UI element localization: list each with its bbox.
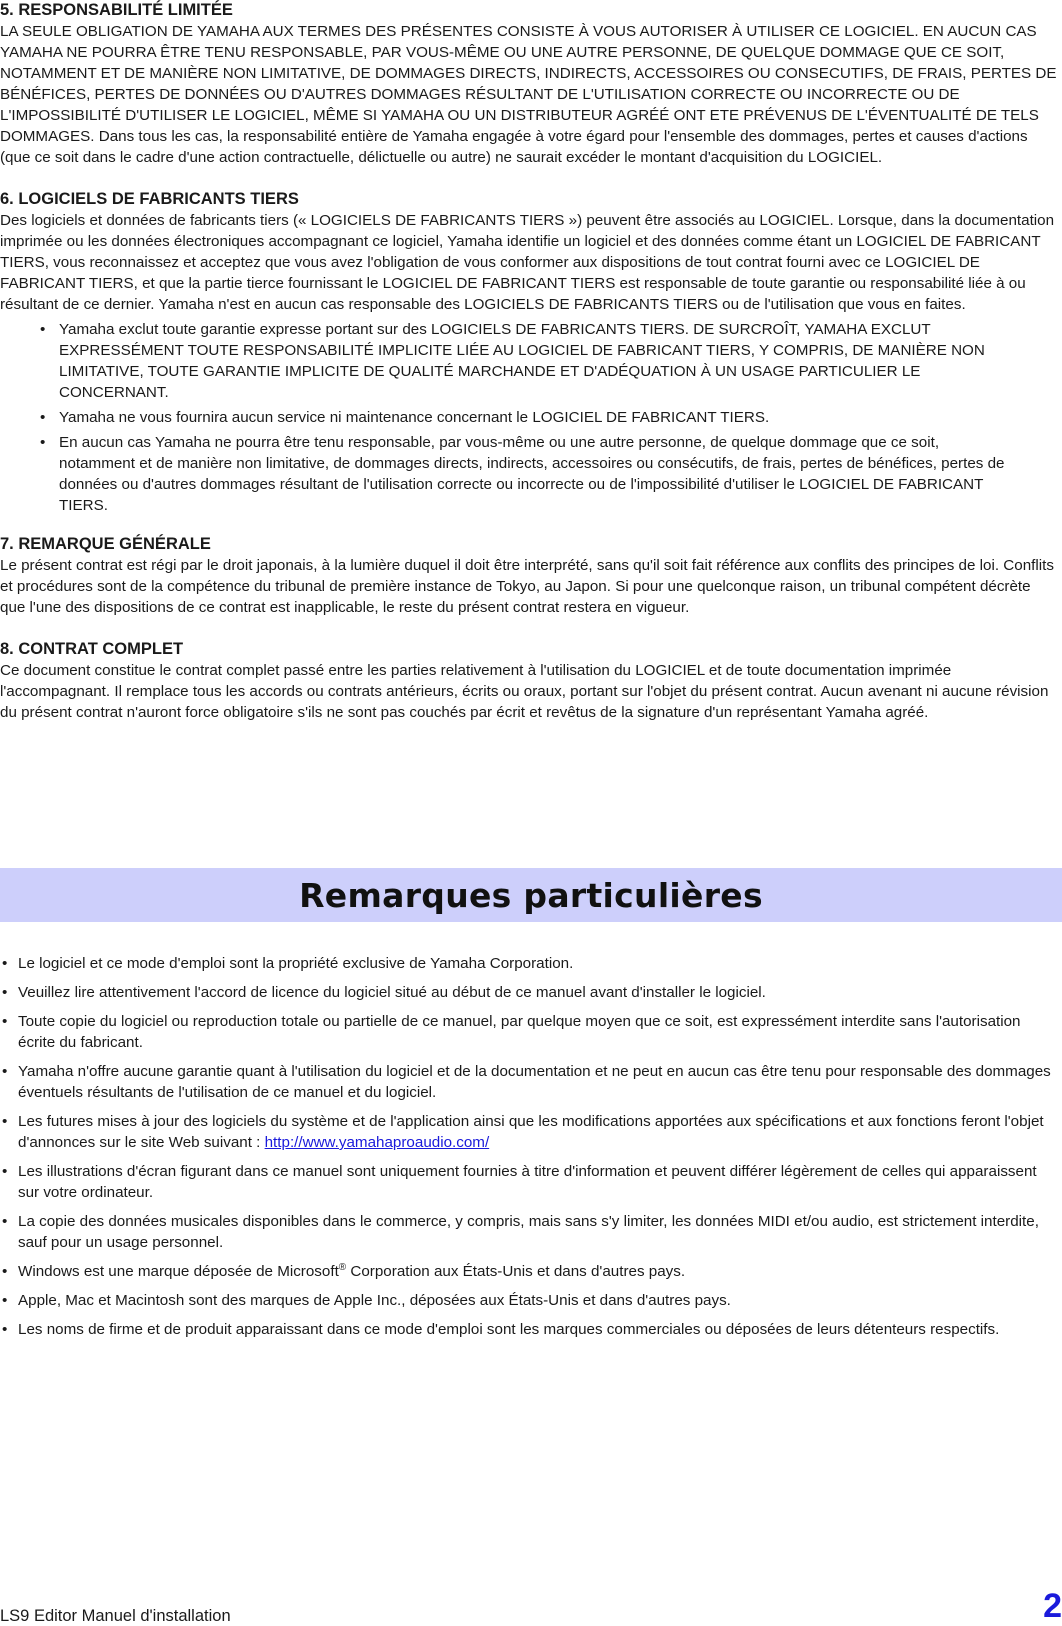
list-item: • Yamaha n'offre aucune garantie quant à l'utilisation du logiciel et de la documentation et ne peut en aucun cas être tenu pour responsable des dommages éventuels résultants de l'utilisation de ce manuel et du logiciel. [2,1063,1051,1101]
section-paragraph-5: LA SEULE OBLIGATION DE YAMAHA AUX TERMES DES PRÉSENTES CONSISTE À VOUS AUTORISER À UTILISER CE LOGICIEL. EN AUCUN CAS YAMAHA NE POURRA ÊTRE TENU RESPONSABLE, PAR VOUS-MÊME OU UNE AUTRE PERSONNE, DE QUELQUE DOMMAGE QUE CE SOIT, NOTAMMENT ET DE MANIÈRE NON LIMITATIVE, DE DOMMAGES DIRECTS, INDIRECTS, ACCESSOIRES OU CONSECUTIFS, DE FRAIS, PERTES DE BÉNÉFICES, PERTES DE DONNÉES OU D'AUTRES DOMMAGES RÉSULTANT DE L'UTILISATION CORRECTE OU INCORRECTE OU DE L'IMPOSSIBILITÉ D'UTILISER LE LOGICIEL, MÊME SI YAMAHA OU UN DISTRIBUTEUR AGRÉÉ ONT ETE PRÉVENUS DE L'ÉVENTUALITÉ DE TELS DOMMAGES. Dans tous les cas, la responsabilité entière de Yamaha engagée à votre égard pour l'ensemble des dommages, pertes et causes d'actions (que ce soit dans le cadre d'une action contractuelle, délictuelle ou autre) ne saurait excéder le montant d'acquisition du LOGICIEL. [0,23,1057,166]
bullet-icon: • [40,409,46,426]
page-number: 2 [1043,1587,1062,1625]
bullet-icon: • [40,321,46,338]
list-item: • Les noms de firme et de produit apparaissant dans ce mode d'emploi sont les marques commerciales ou déposées de leurs détenteurs respectifs. [2,1321,1000,1338]
list-item: • Le logiciel et ce mode d'emploi sont la propriété exclusive de Yamaha Corporation. [2,955,574,972]
section-title-6: 6. LOGICIELS DE FABRICANTS TIERS [0,190,299,208]
list-item: • Windows est une marque déposée de Microsoft® Corporation aux États-Unis et dans d'autres pays. [2,1261,686,1280]
bullet-icon: • [2,1263,8,1280]
list-item: • En aucun cas Yamaha ne pourra être tenu responsable, par vous-même ou une autre personne, de quelque dommage que ce soit, notamment et de manière non limitative, de dommages directs, indirects, accessoires ou consécutifs, de frais, pertes de bénéfices, pertes de données ou d'autres dommages résultant de l'utilisation correcte ou incorrecte ou de l'impossibilité d'utiliser le LOGICIEL DE FABRICANT TIERS. [40,434,1005,514]
remarks-banner [0,868,1062,922]
license-content [0,0,1060,723]
registered-mark: ® [338,1261,347,1273]
section-title-5: 5. RESPONSABILITÉ LIMITÉE [0,1,233,19]
footer-doc-title: LS9 Editor Manuel d'installation [0,1607,231,1625]
section-title-8: 8. CONTRAT COMPLET [0,640,184,658]
section-title-7: 7. REMARQUE GÉNÉRALE [0,535,211,553]
section-6-bullet-list [0,319,1060,516]
bullet-icon: • [2,1321,8,1338]
section-paragraph-8: Ce document constitue le contrat complet passé entre les parties relativement à l'utilisation du LOGICIEL et de toute documentation imprimée l'accompagnant. Il remplace tous les accords ou contrats antérieurs, écrits ou oraux, portant sur l'objet du présent contrat. Aucun avenant ni aucune révision du présent contrat n'auront force obligatoire s'ils ne sont pas couchés par écrit et revêtus de la signature d'un représentant Yamaha agréé. [0,662,1049,721]
list-item: • Apple, Mac et Macintosh sont des marques de Apple Inc., déposées aux États-Unis et dans d'autres pays. [2,1292,731,1309]
list-item: • Les futures mises à jour des logiciels du système et de l'application ainsi que les modifications apportées aux spécifications et aux fonctions feront l'objet d'annonces sur le site Web suivant : http://www.yamahaproaudio.com/ [2,1113,1044,1151]
bullet-icon: • [2,1063,8,1080]
list-item: • Yamaha ne vous fournira aucun service ni maintenance concernant le LOGICIEL DE FABRICANT TIERS. [40,409,770,426]
yamaha-proaudio-link[interactable]: http://www.yamahaproaudio.com/ [264,1134,490,1151]
list-item: • Les illustrations d'écran figurant dans ce manuel sont uniquement fournies à titre d'information et peuvent différer légèrement de celles qui apparaissent sur votre ordinateur. [2,1163,1037,1201]
list-item: • Veuillez lire attentivement l'accord de licence du logiciel situé au début de ce manuel avant d'installer le logiciel. [2,984,766,1001]
banner-title: Remarques particulières [299,875,763,915]
list-item: • Yamaha exclut toute garantie expresse portant sur des LOGICIELS DE FABRICANTS TIERS. DE SURCROÎT, YAMAHA EXCLUT EXPRESSÉMENT TOUTE RESPONSABILITÉ IMPLICITE LIÉE AU LOGICIEL DE FABRICANT TIERS, Y COMPRIS, DE MANIÈRE NON LIMITATIVE, TOUTE GARANTIE IMPLICITE DE QUALITÉ MARCHANDE ET D'ADÉQUATION À UN USAGE PARTICULIER LE CONCERNANT. [40,321,985,401]
bullet-icon: • [2,1013,8,1030]
remarks-list [0,953,1060,1348]
bullet-icon: • [2,1163,8,1180]
bullet-icon: • [2,1292,8,1309]
bullet-icon: • [2,1213,8,1230]
bullet-icon: • [40,434,46,451]
list-item: • Toute copie du logiciel ou reproduction totale ou partielle de ce manuel, par quelque moyen que ce soit, est expressément interdite sans l'autorisation écrite du fabricant. [2,1013,1021,1051]
section-paragraph-6: Des logiciels et données de fabricants tiers (« LOGICIELS DE FABRICANTS TIERS ») peuvent être associés au LOGICIEL. Lorsque, dans la documentation imprimée ou les données électroniques accompagnant ce logiciel, Yamaha identifie un logiciel et des données comme étant un LOGICIEL DE FABRICANT TIERS, vous reconnaissez et acceptez que vous avez l'obligation de vous conformer aux dispositions de tout contrat fourni avec ce LOGICIEL DE FABRICANT TIERS, et que la partie tierce fournissant le LOGICIEL DE FABRICANT TIERS est responsable de toute garantie ou responsabilité liée à ou résultant de ce dernier. Yamaha n'est en aucun cas responsable des LOGICIELS DE FABRICANTS TIERS ou de l'utilisation que vous en faites. [0,212,1055,313]
bullet-icon: • [2,1113,8,1130]
list-item: • La copie des données musicales disponibles dans le commerce, y compris, mais sans s'y limiter, les données MIDI et/ou audio, est strictement interdite, sauf pour un usage personnel. [2,1213,1039,1251]
bullet-icon: • [2,955,8,972]
bullet-icon: • [2,984,8,1001]
section-paragraph-7: Le présent contrat est régi par le droit japonais, à la lumière duquel il doit être interprété, sans qu'il soit fait référence aux conflits des principes de loi. Conflits et procédures sont de la compétence du tribunal de première instance de Tokyo, au Japon. Si pour une quelconque raison, un tribunal compétent décrète que l'une des dispositions de ce contrat est inapplicable, le reste du présent contrat restera en vigueur. [0,557,1054,616]
